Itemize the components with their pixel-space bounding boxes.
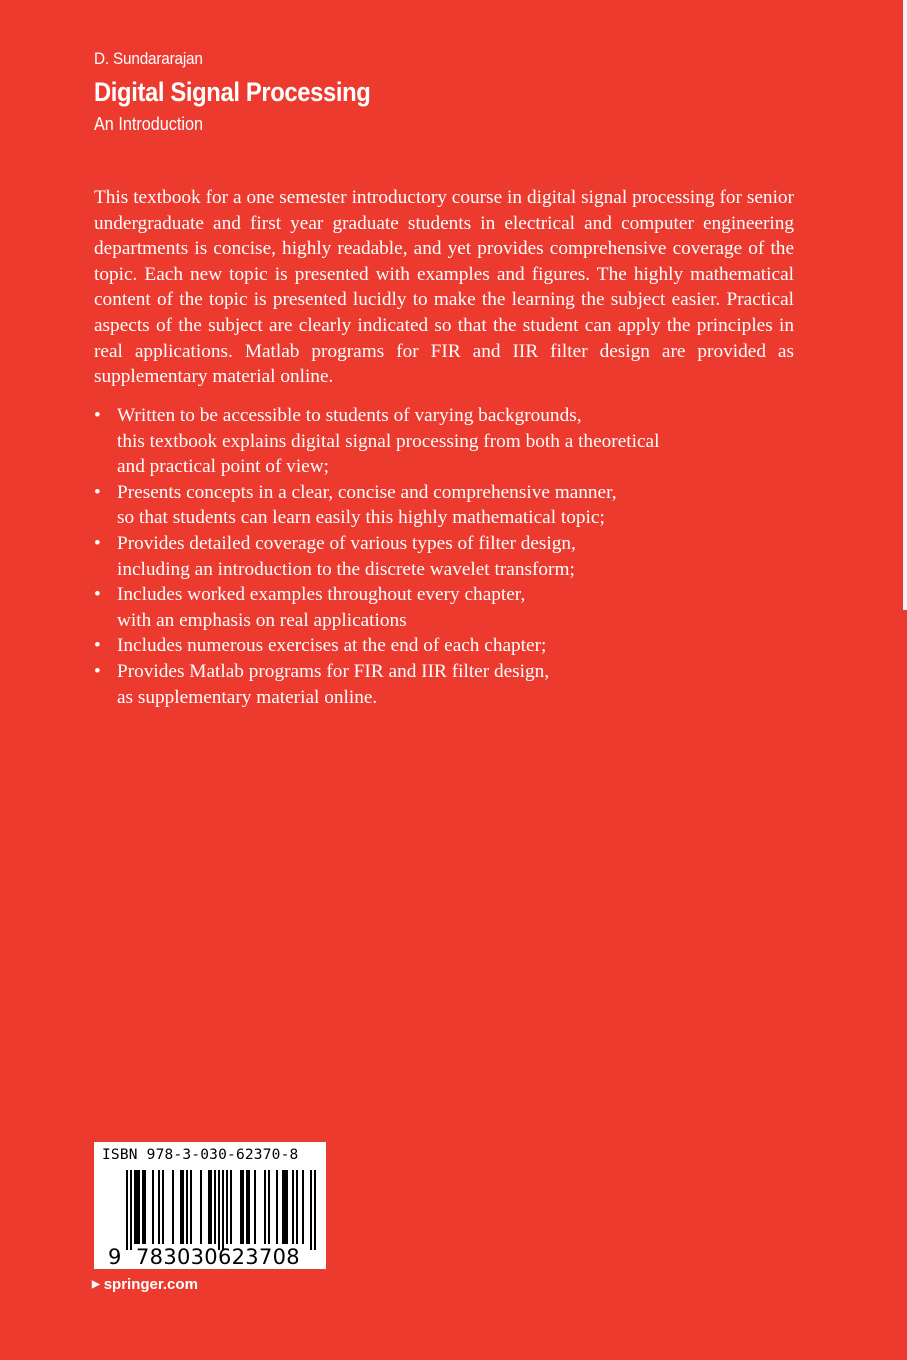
- isbn-barcode: [94, 1142, 326, 1269]
- barcode-bar: [286, 1170, 288, 1244]
- feature-list: [94, 403, 734, 710]
- barcode-bar: [282, 1170, 284, 1244]
- barcode-bar: [152, 1170, 154, 1244]
- feature-line: Includes worked examples throughout every chapter,: [117, 584, 526, 606]
- bullet-icon: •: [94, 405, 101, 426]
- book-title: Digital Signal Processing: [94, 77, 371, 107]
- bullet-icon: •: [94, 532, 101, 554]
- barcode-bar: [130, 1170, 132, 1250]
- barcode-bar: [138, 1170, 140, 1244]
- bullet-icon: •: [94, 635, 101, 657]
- feature-line: as supplementary material online.: [117, 686, 378, 708]
- feature-line: this textbook explains digital signal processing from both a theoretical: [117, 430, 660, 452]
- barcode-bar: [242, 1170, 244, 1244]
- barcode-digit-first: 9: [108, 1245, 122, 1269]
- barcode-bar: [210, 1170, 212, 1244]
- feature-line: Includes numerous exercises at the end of each chapter;: [117, 635, 547, 657]
- barcode-bar: [226, 1170, 228, 1244]
- barcode-bar: [200, 1170, 202, 1244]
- feature-item: [94, 633, 734, 659]
- barcode-bar: [284, 1170, 286, 1244]
- barcode-bar: [292, 1170, 294, 1244]
- barcode-bar: [230, 1170, 232, 1244]
- barcode-bar: [214, 1170, 216, 1244]
- book-description: This textbook for a one semester introductory course in digital signal processing for senior undergraduate and first year graduate students in electrical and computer engineering departments is concise, highly readable, and yet provides comprehensive coverage of the topic. Each new topic is presented with examples and figures. The highly mathematical content of the topic is presented lucidly to make the learning the subject easier. Practical aspects of the subject are clearly indicated so that the student can apply the principles in real applications. Matlab programs for FIR and IIR filter design are provided as supplementary material online.: [94, 187, 794, 388]
- arrow-right-icon: ▶: [92, 1279, 100, 1290]
- page-edge-strip: [903, 0, 907, 610]
- bullet-icon: •: [94, 584, 101, 606]
- feature-item: [94, 403, 734, 480]
- feature-item: [94, 480, 734, 531]
- barcode-bar: [144, 1170, 146, 1244]
- feature-item: [94, 582, 734, 633]
- feature-item: [94, 659, 734, 710]
- barcode-bar: [310, 1170, 312, 1250]
- barcode-bar: [240, 1170, 242, 1244]
- feature-line: so that students can learn easily this highly mathematical topic;: [117, 507, 605, 529]
- barcode-bar: [248, 1170, 250, 1244]
- barcode-bar: [190, 1170, 192, 1244]
- barcode-bar: [218, 1170, 220, 1250]
- publisher-link[interactable]: [92, 1276, 198, 1293]
- barcode-bar: [302, 1170, 304, 1244]
- barcode-bar: [222, 1170, 224, 1250]
- barcode-bar: [246, 1170, 248, 1244]
- barcode-bar: [264, 1170, 266, 1244]
- barcode-bar: [162, 1170, 164, 1244]
- barcode-bar: [296, 1170, 298, 1244]
- feature-line: Provides Matlab programs for FIR and IIR filter design,: [117, 660, 550, 682]
- feature-line: including an introduction to the discrete wavelet transform;: [117, 558, 575, 580]
- barcode-bar: [142, 1170, 144, 1244]
- author-name: D. Sundararajan: [94, 49, 203, 68]
- barcode-bar: [182, 1170, 184, 1244]
- barcode-bar: [276, 1170, 278, 1244]
- barcode-bar: [134, 1170, 136, 1244]
- barcode-digits-rest: 783030623708: [136, 1245, 300, 1269]
- feature-line: Written to be accessible to students of varying backgrounds,: [117, 405, 582, 426]
- publisher-site: springer.com: [103, 1276, 198, 1293]
- barcode-bar: [314, 1170, 316, 1250]
- barcode-bar: [254, 1170, 256, 1244]
- feature-line: with an emphasis on real applications: [117, 609, 407, 631]
- barcode-bar: [136, 1170, 138, 1244]
- isbn-label: ISBN 978-3-030-62370-8: [102, 1147, 299, 1163]
- barcode-bar: [180, 1170, 182, 1244]
- barcode-bar: [186, 1170, 188, 1244]
- feature-line: and practical point of view;: [117, 456, 330, 478]
- barcode-bar: [268, 1170, 270, 1244]
- book-subtitle: An Introduction: [94, 114, 203, 134]
- feature-line: Provides detailed coverage of various types of filter design,: [117, 532, 576, 554]
- feature-item: [94, 531, 734, 582]
- feature-line: Presents concepts in a clear, concise and comprehensive manner,: [117, 481, 617, 503]
- bullet-icon: •: [94, 481, 101, 503]
- barcode-bar: [208, 1170, 210, 1244]
- barcode-bar: [172, 1170, 174, 1244]
- bullet-icon: •: [94, 660, 101, 682]
- barcode-bar: [126, 1170, 128, 1250]
- barcode-bar: [158, 1170, 160, 1244]
